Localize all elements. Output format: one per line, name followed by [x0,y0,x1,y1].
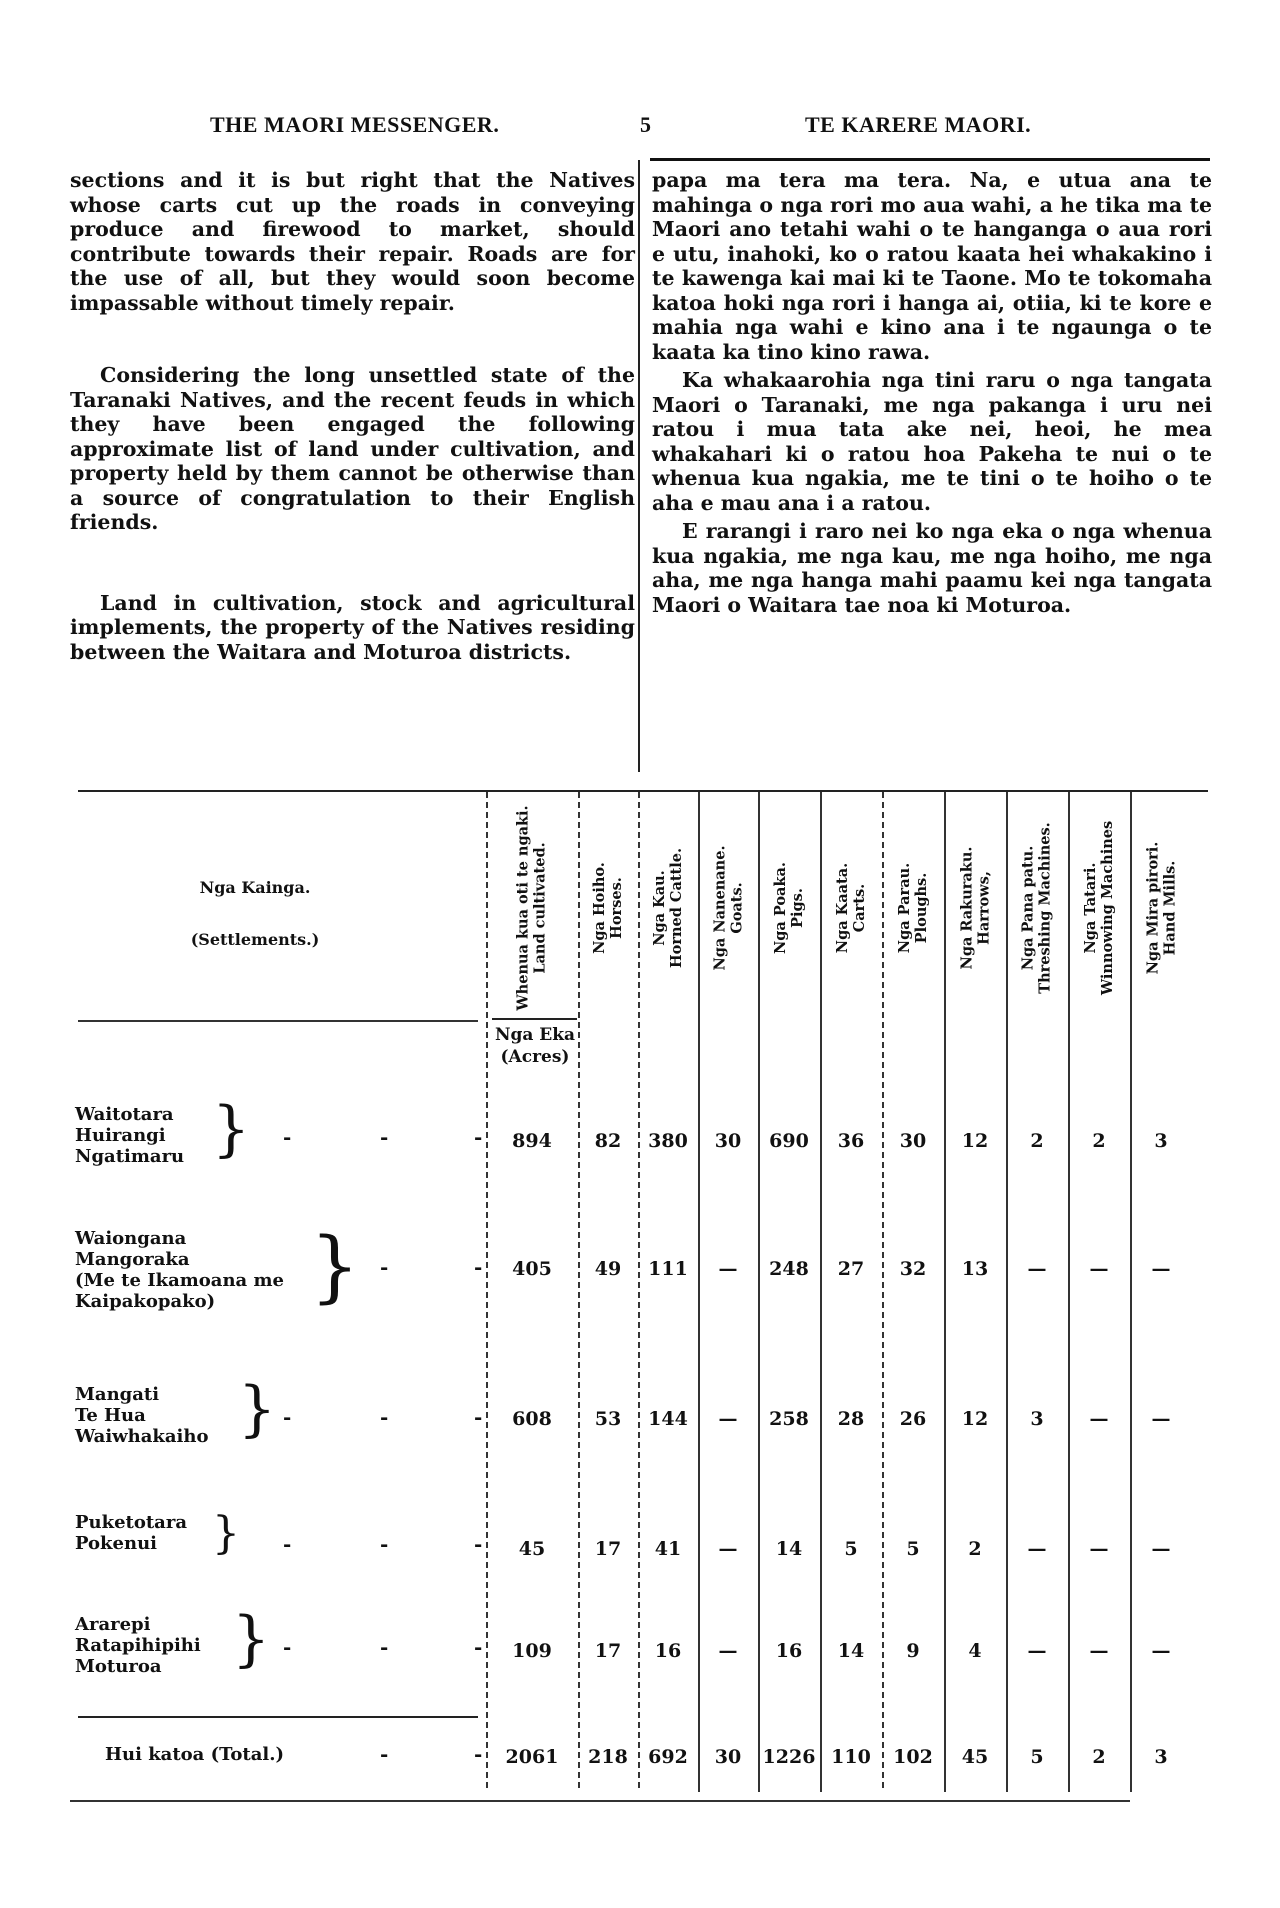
total-cell: 110 [831,1746,871,1768]
brace-icon: } [310,1222,360,1312]
table-cell: — [1151,1538,1171,1560]
table-cell: — [1151,1258,1171,1280]
table-cell: — [1089,1538,1109,1560]
settlement-group: Waitotara Huirangi Ngatimaru [75,1104,185,1167]
leader-dash: - [380,1255,389,1279]
table-cell: 13 [961,1258,989,1280]
settlements-header [160,862,350,966]
table-cell: 248 [769,1258,809,1280]
table-cell: 12 [961,1408,989,1430]
column-header-land: Whenua kua oti te ngaki. Land cultivated. [515,805,550,1011]
table-cell: 49 [594,1258,622,1280]
settlements-header-english: (Settlements.) [190,930,320,949]
table-cell: 5 [844,1538,858,1560]
table-cell: 16 [775,1640,803,1662]
leader-dash: - [380,1125,389,1149]
total-cell: 3 [1154,1746,1168,1768]
leader-dash: - [380,1405,389,1429]
column-header-ploughs: Nga Parau. Ploughs. [896,862,930,954]
table-cell: 9 [906,1640,920,1662]
table-cell: — [718,1538,738,1560]
table-cell: 17 [594,1640,622,1662]
table-cell: 380 [648,1130,688,1152]
english-paragraph: Considering the long unsettled state of the Taranaki Natives, and the recent feuds in which they have been engaged the following approximate list of land under cultivation, and property held by them cannot be otherwise than a source of congratulation to their English friends. [70,363,635,534]
header-rule [650,158,1210,161]
table-cell: 3 [1154,1130,1168,1152]
table-cell: 17 [594,1538,622,1560]
table-cell: 45 [518,1538,546,1560]
table-header-rule [78,1020,478,1022]
maori-paragraph: papa ma tera ma tera. Na, e utua ana te mahinga o nga rori mo aua wahi, a he tika ma te Maori ano tetahi wahi o te hanganga o aua rori e utu, inahoki, ko o ratou kaata hei whakakino i te kawenga kai mai ki te Taone. Mo te tokomaha katoa hoki nga rori i hanga ai, otiia, ki te kore e mahia nga wahi e kino ana i te ngaunga o te kaata ka tino kino rawa. [652,168,1212,364]
settlement-group: Puketotara Pokenui [75,1512,187,1554]
column-header-pigs: Nga Poaka. Pigs. [772,862,807,954]
column-divider [638,160,640,772]
maori-paragraph: Ka whakaarohia nga tini raru o nga tangata Maori o Taranaki, me nga pakanga i uru nei ratou i mua tata ake nei, heoi, he mea whakahari ki o ratou hoa Pakeha te nui o te whenua kua ngakia, me te tini o te hoiho o te aha e mau ana i a ratou. [652,368,1212,515]
english-paragraph: sections and it is but right that the Natives whose carts cut up the roads in conveying produce and firewood to market, should contribute towards their repair. Roads are for the use of all, but they would soon become impassable without timely repair. [70,168,635,315]
table-cell: 2 [1092,1130,1106,1152]
table-top-rule [78,790,1208,792]
table-cell: 894 [512,1130,552,1152]
table-cell: 405 [512,1258,552,1280]
leader-dash: - [474,1532,483,1556]
table-cell: 2 [968,1538,982,1560]
table-cell: — [718,1408,738,1430]
column-header-cattle: Nga Kau. Horned Cattle. [651,847,686,969]
table-cell: 3 [1030,1408,1044,1430]
table-cell: 53 [594,1408,622,1430]
total-cell: 30 [714,1746,742,1768]
leader-dash: - [283,1125,292,1149]
table-cell: 41 [654,1538,682,1560]
brace-icon: } [212,1094,251,1164]
column-header-goats: Nga Nanenane. Goats. [711,845,746,971]
leader-dash: - [283,1635,292,1659]
leader-dash: - [474,1742,483,1766]
masthead [0,112,1280,142]
table-cell: 36 [837,1130,865,1152]
column-header-hand-mills: Nga Mira pirori. Hand Mills. [1144,841,1179,975]
total-rule [78,1716,478,1718]
table-cell: 5 [906,1538,920,1560]
acres-rule [492,1018,577,1020]
column-header-harrows: Nga Rakuraku. Harrows, [958,846,992,970]
total-cell: 218 [588,1746,628,1768]
total-cell: 1226 [762,1746,816,1768]
table-cell: 109 [512,1640,552,1662]
maori-paragraph: E rarangi i raro nei ko nga eka o nga whenua kua ngakia, me nga kau, me nga hoiho, me nga aha, me nga hanga mahi paamu kei nga tangata Maori o Waitara tae noa ki Moturoa. [652,519,1212,617]
brace-icon: } [212,1508,240,1559]
brace-icon: } [232,1604,271,1674]
table-cell: 82 [594,1130,622,1152]
column-header-winnowing: Nga Tatari. Winnowing Machines [1082,820,1116,996]
leader-dash: - [380,1532,389,1556]
table-cell: — [1027,1258,1047,1280]
maori-column [652,168,1212,617]
table-cell: — [718,1258,738,1280]
table-cell: 30 [899,1130,927,1152]
total-cell: 2061 [505,1746,559,1768]
table-cell: 690 [769,1130,809,1152]
settlement-group: Waiongana Mangoraka (Me te Ikamoana me Kaipakopako) [75,1228,284,1312]
leader-dash: - [474,1635,483,1659]
total-cell: 45 [961,1746,989,1768]
column-header-carts: Nga Kaata. Carts. [834,862,868,954]
total-cell: 2 [1092,1746,1106,1768]
english-column [70,168,635,664]
table-cell: — [1089,1258,1109,1280]
table-cell: 30 [714,1130,742,1152]
table-cell: 608 [512,1408,552,1430]
table-cell: 26 [899,1408,927,1430]
table-cell: — [1151,1408,1171,1430]
table-cell: — [1027,1640,1047,1662]
table-bottom-rule [70,1800,1130,1802]
table-cell: 258 [769,1408,809,1430]
total-label: Hui katoa (Total.) [105,1744,285,1765]
leader-dash: - [474,1125,483,1149]
page-number: 5 [640,112,652,137]
masthead-maori-title: TE KARERE MAORI. [805,112,1032,137]
table-cell: — [1027,1538,1047,1560]
table-cell: 4 [968,1640,982,1662]
total-cell: 102 [893,1746,933,1768]
table-cell: 16 [654,1640,682,1662]
leader-dash: - [474,1255,483,1279]
masthead-english-title: THE MAORI MESSENGER. [210,112,500,137]
table-cell: 27 [837,1258,865,1280]
leader-dash: - [283,1532,292,1556]
settlements-header-maori: Nga Kainga. [199,878,311,897]
settlement-group: Ararepi Ratapihipihi Moturoa [75,1614,201,1677]
table-cell: 28 [837,1408,865,1430]
table-cell: 144 [648,1408,688,1430]
table-cell: — [1151,1640,1171,1662]
table-cell: 14 [837,1640,865,1662]
total-cell: 692 [648,1746,688,1768]
total-cell: 5 [1030,1746,1044,1768]
leader-dash: - [380,1742,389,1766]
table-cell: — [1089,1408,1109,1430]
settlement-group: Mangati Te Hua Waiwhakaiho [75,1384,209,1447]
table-cell: 12 [961,1130,989,1152]
table-cell: 32 [899,1258,927,1280]
leader-dash: - [283,1405,292,1429]
table-cell: 14 [775,1538,803,1560]
table-cell: — [1089,1640,1109,1662]
leader-dash: - [474,1405,483,1429]
table-cell: 111 [648,1258,688,1280]
table-cell: — [718,1640,738,1662]
acres-unit-label: Nga Eka (Acres) [494,1025,576,1067]
leader-dash: - [380,1635,389,1659]
column-header-horses: Nga Hoiho. Horses. [591,862,626,954]
english-paragraph: Land in cultivation, stock and agricultural implements, the property of the Natives residing between the Waitara and Moturoa districts. [70,590,635,664]
column-header-threshing: Nga Pana patu. Threshing Machines. [1020,822,1055,994]
brace-icon: } [238,1374,277,1444]
table-cell: 2 [1030,1130,1044,1152]
